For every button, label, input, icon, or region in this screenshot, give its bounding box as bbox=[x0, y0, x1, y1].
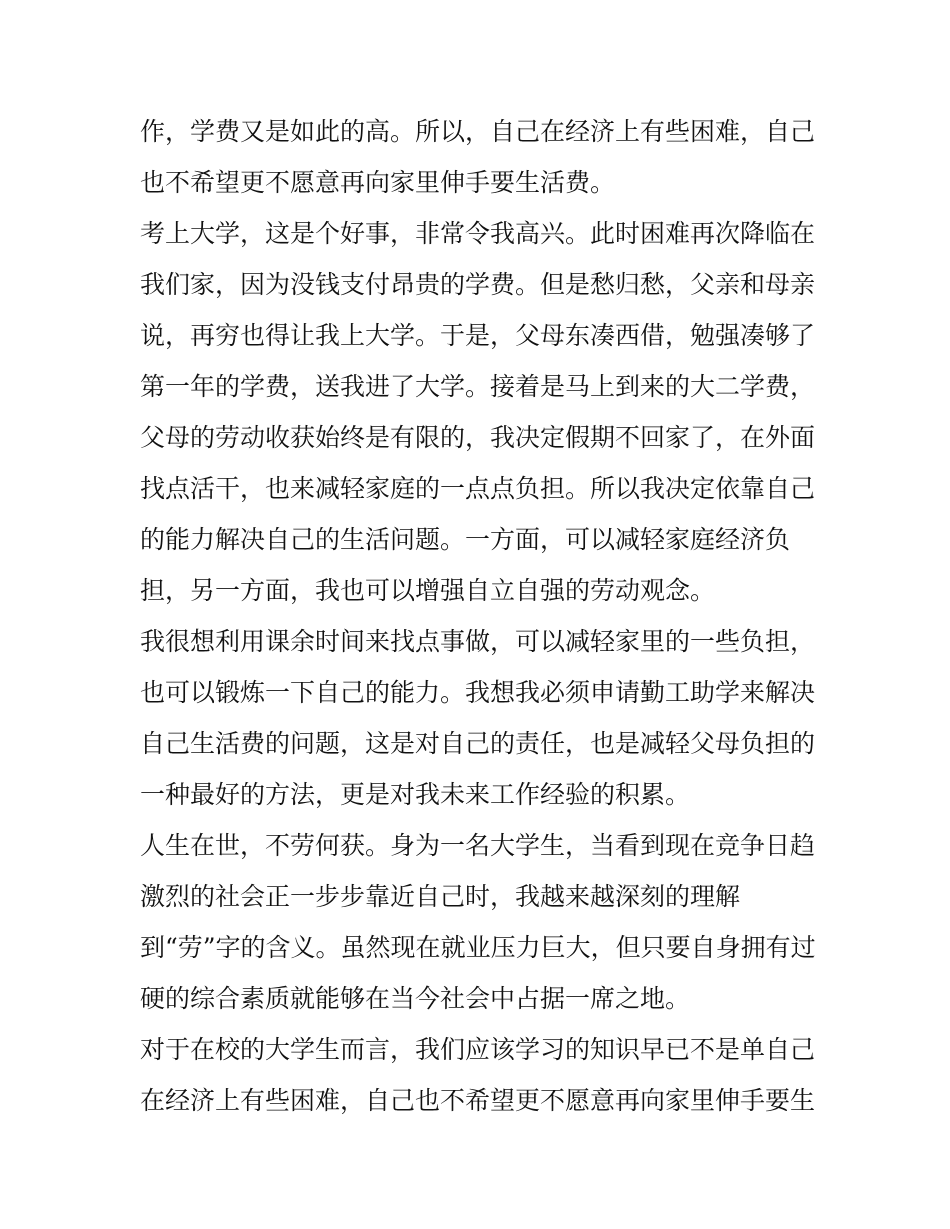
text-line: 一种最好的方法，更是对我未来工作经验的积累。 bbox=[140, 780, 691, 809]
text-line: 的能力解决自己的生活问题。一方面，可以减轻家庭经济负 bbox=[140, 525, 791, 554]
text-line: 找点活干，也来减轻家庭的一点点负担。所以我决定依靠自己 bbox=[140, 474, 816, 503]
text-line: 自己生活费的问题，这是对自己的责任，也是减轻父母负担的 bbox=[140, 729, 816, 758]
text-line: 也可以锻炼一下自己的能力。我想我必须申请勤工助学来解决 bbox=[140, 678, 816, 707]
text-line: 激烈的社会正一步步靠近自己时，我越来越深刻的理解 bbox=[140, 882, 741, 911]
text-line: 也不希望更不愿意再向家里伸手要生活费。 bbox=[140, 168, 616, 197]
text-line: 对于在校的大学生而言，我们应该学习的知识早已不是单自己 bbox=[140, 1035, 816, 1064]
text-line: 到“劳”字的含义。虽然现在就业压力巨大，但只要自身拥有过 bbox=[140, 933, 816, 962]
text-line: 硬的综合素质就能够在当今社会中占据一席之地。 bbox=[140, 984, 691, 1013]
text-line: 考上大学，这是个好事，非常令我高兴。此时困难再次降临在 bbox=[140, 219, 816, 248]
text-line: 我们家，因为没钱支付昂贵的学费。但是愁归愁，父亲和母亲 bbox=[140, 270, 816, 299]
text-line: 担，另一方面，我也可以增强自立自强的劳动观念。 bbox=[140, 576, 716, 605]
text-line: 人生在世，不劳何获。身为一名大学生，当看到现在竞争日趋 bbox=[140, 831, 816, 860]
text-line: 第一年的学费，送我进了大学。接着是马上到来的大二学费， bbox=[140, 372, 816, 401]
body-text bbox=[140, 106, 820, 1126]
text-line: 在经济上有些困难，自己也不希望更不愿意再向家里伸手要生 bbox=[140, 1086, 816, 1115]
text-line: 说，再穷也得让我上大学。于是，父母东凑西借，勉强凑够了 bbox=[140, 321, 816, 350]
text-line: 父母的劳动收获始终是有限的，我决定假期不回家了，在外面 bbox=[140, 423, 816, 452]
text-line: 我很想利用课余时间来找点事做，可以减轻家里的一些负担， bbox=[140, 627, 816, 656]
text-line: 作，学费又是如此的高。所以，自己在经济上有些困难，自己 bbox=[140, 117, 816, 146]
